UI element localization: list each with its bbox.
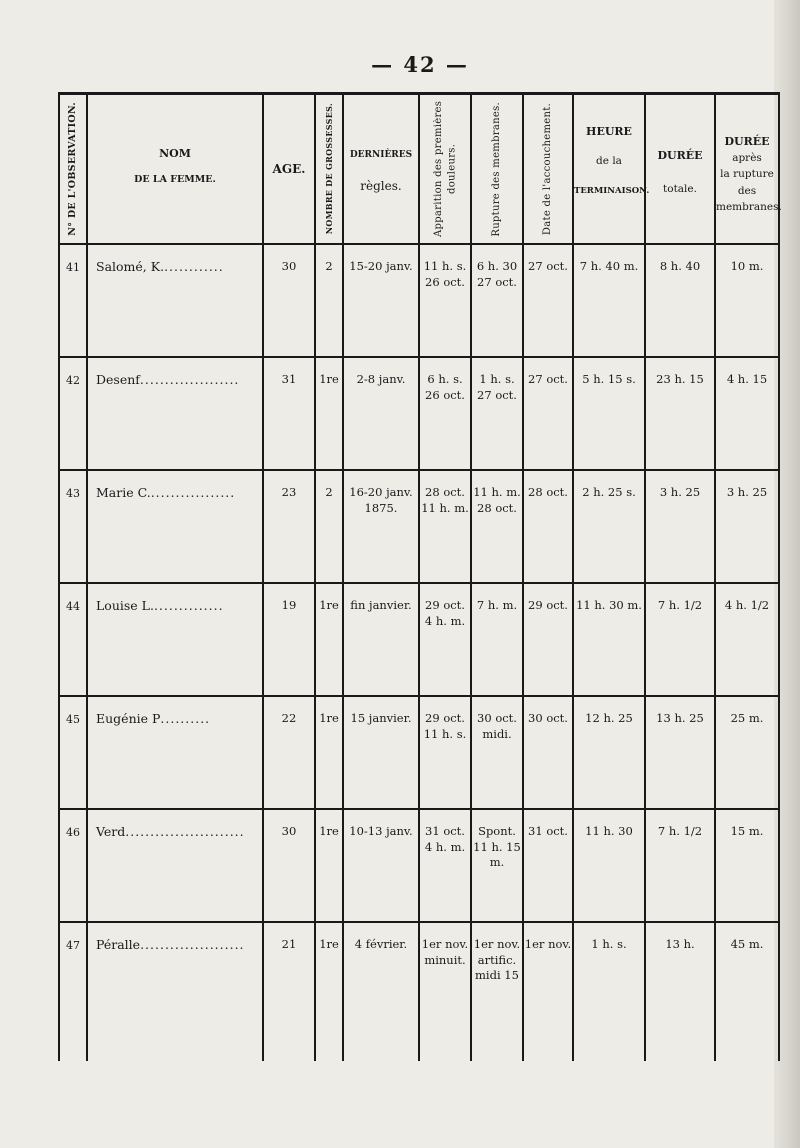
- table-row: [59, 696, 779, 809]
- delivery-date: 30 oct.: [523, 696, 573, 809]
- total-duration: 3 h. 25: [645, 470, 715, 583]
- delivery-date: 31 oct.: [523, 809, 573, 922]
- observation-number: 42: [59, 357, 87, 470]
- header-row: [59, 94, 779, 245]
- patient-name: Marie C..................: [87, 470, 263, 583]
- patient-name: Verd........................: [87, 809, 263, 922]
- patient-age: 21: [263, 922, 315, 1061]
- patient-age: 30: [263, 809, 315, 922]
- duration-after-rupture: 4 h. 15: [715, 357, 779, 470]
- observation-number: 47: [59, 922, 87, 1061]
- pregnancy-count: 2: [315, 470, 343, 583]
- observation-number: 43: [59, 470, 87, 583]
- observation-number: 45: [59, 696, 87, 809]
- patient-age: 23: [263, 470, 315, 583]
- total-duration: 23 h. 15: [645, 357, 715, 470]
- observation-number: 41: [59, 244, 87, 357]
- last-period: 16-20 janv. 1875.: [343, 470, 419, 583]
- termination-time: 11 h. 30: [573, 809, 645, 922]
- total-duration: 7 h. 1/2: [645, 809, 715, 922]
- table-row: [59, 583, 779, 696]
- termination-time: 7 h. 40 m.: [573, 244, 645, 357]
- header-first-pains: Apparition des premières douleurs.: [419, 94, 471, 245]
- first-pains: 28 oct. 11 h. m.: [419, 470, 471, 583]
- header-observation-no: N° DE L'OBSERVATION.: [59, 94, 87, 245]
- first-pains: 1er nov. minuit.: [419, 922, 471, 1061]
- header-name: NOM DE LA FEMME.: [87, 94, 263, 245]
- total-duration: 7 h. 1/2: [645, 583, 715, 696]
- pregnancy-count: 1re: [315, 696, 343, 809]
- patient-name: Salomé, K.............: [87, 244, 263, 357]
- delivery-date: 29 oct.: [523, 583, 573, 696]
- pregnancy-count: 1re: [315, 922, 343, 1061]
- delivery-date: 1er nov.: [523, 922, 573, 1061]
- termination-time: 5 h. 15 s.: [573, 357, 645, 470]
- patient-name: Desenf....................: [87, 357, 263, 470]
- header-last-period: DERNIÈRES règles.: [343, 94, 419, 245]
- total-duration: 13 h. 25: [645, 696, 715, 809]
- first-pains: 29 oct. 4 h. m.: [419, 583, 471, 696]
- page-number: — 42 —: [371, 52, 469, 77]
- membrane-rupture: 30 oct. midi.: [471, 696, 523, 809]
- duration-after-rupture: 15 m.: [715, 809, 779, 922]
- membrane-rupture: Spont. 11 h. 15 m.: [471, 809, 523, 922]
- total-duration: 13 h.: [645, 922, 715, 1061]
- header-rupture: Rupture des membranes.: [471, 94, 523, 245]
- termination-time: 11 h. 30 m.: [573, 583, 645, 696]
- termination-time: 2 h. 25 s.: [573, 470, 645, 583]
- table-row: [59, 922, 779, 1061]
- delivery-date: 27 oct.: [523, 244, 573, 357]
- last-period: 10-13 janv.: [343, 809, 419, 922]
- table-row: [59, 244, 779, 357]
- patient-age: 22: [263, 696, 315, 809]
- last-period: 15 janvier.: [343, 696, 419, 809]
- total-duration: 8 h. 40: [645, 244, 715, 357]
- membrane-rupture: 7 h. m.: [471, 583, 523, 696]
- termination-time: 12 h. 25: [573, 696, 645, 809]
- membrane-rupture: 11 h. m. 28 oct.: [471, 470, 523, 583]
- table-row: [59, 357, 779, 470]
- pregnancy-count: 1re: [315, 809, 343, 922]
- delivery-date: 28 oct.: [523, 470, 573, 583]
- header-termination: HEURE de la TERMINAISON.: [573, 94, 645, 245]
- header-pregnancies: NOMBRE DE GROSSESSES.: [315, 94, 343, 245]
- first-pains: 31 oct. 4 h. m.: [419, 809, 471, 922]
- first-pains: 11 h. s. 26 oct.: [419, 244, 471, 357]
- header-after-rupture: DURÉE après la rupture des membranes.: [715, 94, 779, 245]
- pregnancy-count: 1re: [315, 357, 343, 470]
- table-row: [59, 809, 779, 922]
- patient-name: Eugénie P..........: [87, 696, 263, 809]
- patient-name: Péralle.....................: [87, 922, 263, 1061]
- termination-time: 1 h. s.: [573, 922, 645, 1061]
- observation-number: 44: [59, 583, 87, 696]
- pregnancy-count: 2: [315, 244, 343, 357]
- table-row: [59, 470, 779, 583]
- duration-after-rupture: 4 h. 1/2: [715, 583, 779, 696]
- header-total-duration: DURÉE totale.: [645, 94, 715, 245]
- last-period: 4 février.: [343, 922, 419, 1061]
- pregnancy-count: 1re: [315, 583, 343, 696]
- observation-table: [58, 92, 780, 1061]
- last-period: 15-20 janv.: [343, 244, 419, 357]
- duration-after-rupture: 10 m.: [715, 244, 779, 357]
- patient-name: Louise L...............: [87, 583, 263, 696]
- first-pains: 29 oct. 11 h. s.: [419, 696, 471, 809]
- last-period: fin janvier.: [343, 583, 419, 696]
- patient-age: 30: [263, 244, 315, 357]
- observation-number: 46: [59, 809, 87, 922]
- duration-after-rupture: 3 h. 25: [715, 470, 779, 583]
- patient-age: 31: [263, 357, 315, 470]
- delivery-date: 27 oct.: [523, 357, 573, 470]
- membrane-rupture: 6 h. 30 27 oct.: [471, 244, 523, 357]
- header-delivery-date: Date de l'accouchement.: [523, 94, 573, 245]
- patient-age: 19: [263, 583, 315, 696]
- duration-after-rupture: 25 m.: [715, 696, 779, 809]
- header-age: AGE.: [263, 94, 315, 245]
- duration-after-rupture: 45 m.: [715, 922, 779, 1061]
- membrane-rupture: 1er nov. artific. midi 15: [471, 922, 523, 1061]
- membrane-rupture: 1 h. s. 27 oct.: [471, 357, 523, 470]
- last-period: 2-8 janv.: [343, 357, 419, 470]
- first-pains: 6 h. s. 26 oct.: [419, 357, 471, 470]
